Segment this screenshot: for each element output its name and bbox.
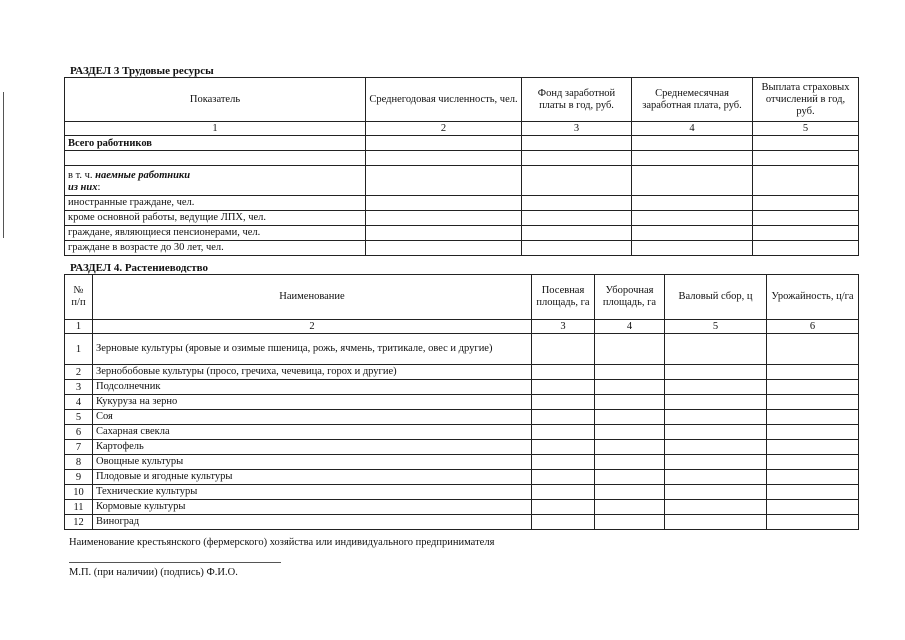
empty-cell — [65, 151, 366, 166]
input-cell[interactable] — [767, 515, 859, 530]
input-cell[interactable] — [595, 500, 665, 515]
crop-name: Виноград — [93, 515, 532, 530]
row-number: 6 — [65, 425, 93, 440]
table-row — [65, 166, 859, 196]
input-cell[interactable] — [532, 440, 595, 455]
column-number-row — [65, 320, 859, 334]
table-row — [65, 226, 859, 241]
row-number: 3 — [65, 380, 93, 395]
input-cell[interactable] — [595, 440, 665, 455]
input-cell[interactable] — [665, 395, 767, 410]
header-cell: № п/п — [65, 275, 93, 320]
input-cell[interactable] — [532, 425, 595, 440]
column-number: 1 — [65, 320, 93, 334]
input-cell[interactable] — [767, 470, 859, 485]
input-cell[interactable] — [767, 440, 859, 455]
input-cell[interactable] — [632, 151, 753, 166]
input-cell[interactable] — [665, 470, 767, 485]
row-label: граждане в возрасте до 30 лет, чел. — [65, 241, 366, 256]
crop-name: Кукуруза на зерно — [93, 395, 532, 410]
input-cell[interactable] — [366, 136, 522, 151]
input-cell[interactable] — [532, 470, 595, 485]
row-label: граждане, являющиеся пенсионерами, чел. — [65, 226, 366, 241]
input-cell[interactable] — [767, 365, 859, 380]
header-cell: Валовый сбор, ц — [665, 275, 767, 320]
input-cell[interactable] — [767, 410, 859, 425]
input-cell[interactable] — [595, 365, 665, 380]
input-cell[interactable] — [665, 500, 767, 515]
header-cell: Урожайность, ц/га — [767, 275, 859, 320]
input-cell[interactable] — [532, 380, 595, 395]
margin-line — [3, 92, 4, 238]
input-cell[interactable] — [522, 136, 632, 151]
row-number: 10 — [65, 485, 93, 500]
crop-name: Плодовые и ягодные культуры — [93, 470, 532, 485]
entity-name-label: Наименование крестьянского (фермерского) хозяйства или индивидуального предпринимателя — [69, 537, 495, 548]
hired-prefix: в т. ч. — [68, 170, 96, 181]
input-cell[interactable] — [595, 380, 665, 395]
signature-line — [69, 562, 281, 563]
table-row — [65, 395, 859, 410]
input-cell[interactable] — [522, 196, 632, 211]
row-label: иностранные граждане, чел. — [65, 196, 366, 211]
input-cell[interactable] — [366, 211, 522, 226]
header-cell: Фонд заработной платы в год, руб. — [522, 78, 632, 122]
input-cell[interactable] — [767, 500, 859, 515]
input-cell[interactable] — [522, 211, 632, 226]
table-row — [65, 440, 859, 455]
crop-name: Сахарная свекла — [93, 425, 532, 440]
table-row — [65, 136, 859, 151]
input-cell[interactable] — [665, 485, 767, 500]
row-number: 11 — [65, 500, 93, 515]
section3-title: РАЗДЕЛ 3 Трудовые ресурсы — [70, 65, 214, 77]
input-cell[interactable] — [532, 455, 595, 470]
row-number: 8 — [65, 455, 93, 470]
of-them-colon: : — [97, 182, 101, 193]
input-cell[interactable] — [753, 211, 859, 226]
crop-name: Подсолнечник — [93, 380, 532, 395]
row-number: 7 — [65, 440, 93, 455]
input-cell[interactable] — [753, 196, 859, 211]
table-row — [65, 470, 859, 485]
table-row — [65, 365, 859, 380]
input-cell[interactable] — [632, 211, 753, 226]
input-cell[interactable] — [632, 136, 753, 151]
input-cell[interactable] — [532, 365, 595, 380]
input-cell[interactable] — [595, 515, 665, 530]
input-cell[interactable] — [532, 395, 595, 410]
input-cell[interactable] — [665, 455, 767, 470]
input-cell[interactable] — [767, 455, 859, 470]
crop-name: Соя — [93, 410, 532, 425]
table-row — [65, 334, 859, 365]
input-cell[interactable] — [522, 226, 632, 241]
row-label: кроме основной работы, ведущие ЛПХ, чел. — [65, 211, 366, 226]
input-cell[interactable] — [767, 425, 859, 440]
input-cell[interactable] — [767, 334, 859, 365]
table-row — [65, 455, 859, 470]
input-cell[interactable] — [753, 151, 859, 166]
input-cell[interactable] — [767, 485, 859, 500]
header-cell: Показатель — [65, 78, 366, 122]
total-workers-label: Всего работников — [65, 136, 366, 151]
table-row — [65, 380, 859, 395]
input-cell[interactable] — [753, 241, 859, 256]
header-cell: Среднемесячная заработная плата, руб. — [632, 78, 753, 122]
table-row — [65, 500, 859, 515]
signature-label: М.П. (при наличии) (подпись) Ф.И.О. — [69, 567, 238, 578]
row-number: 2 — [65, 365, 93, 380]
column-number: 5 — [753, 122, 859, 136]
crop-name: Зернобобовые культуры (просо, гречиха, чечевица, горох и другие) — [93, 365, 532, 380]
input-cell[interactable] — [753, 226, 859, 241]
row-number: 5 — [65, 410, 93, 425]
column-number-row — [65, 122, 859, 136]
header-cell: Наименование — [93, 275, 532, 320]
table-row — [65, 211, 859, 226]
input-cell[interactable] — [767, 395, 859, 410]
section4-title: РАЗДЕЛ 4. Растениеводство — [70, 262, 209, 274]
input-cell[interactable] — [366, 241, 522, 256]
input-cell[interactable] — [595, 395, 665, 410]
crop-name: Технические культуры — [93, 485, 532, 500]
input-cell[interactable] — [595, 470, 665, 485]
input-cell[interactable] — [595, 425, 665, 440]
column-number: 2 — [366, 122, 522, 136]
header-cell: Посевная площадь, га — [532, 275, 595, 320]
of-them-label: из них — [68, 182, 98, 193]
input-cell[interactable] — [753, 166, 859, 196]
input-cell[interactable] — [522, 241, 632, 256]
input-cell[interactable] — [522, 166, 632, 196]
input-cell[interactable] — [767, 380, 859, 395]
row-number: 1 — [65, 334, 93, 365]
row-number: 12 — [65, 515, 93, 530]
input-cell[interactable] — [632, 166, 753, 196]
input-cell[interactable] — [595, 334, 665, 365]
input-cell[interactable] — [665, 365, 767, 380]
input-cell[interactable] — [665, 334, 767, 365]
column-number: 4 — [632, 122, 753, 136]
crop-name: Кормовые культуры — [93, 500, 532, 515]
table-row — [65, 410, 859, 425]
input-cell[interactable] — [366, 166, 522, 196]
input-cell[interactable] — [665, 515, 767, 530]
table-row — [65, 425, 859, 440]
column-number: 2 — [93, 320, 532, 334]
crop-production-table — [64, 274, 859, 530]
table-row — [65, 241, 859, 256]
crop-name: Зерновые культуры (яровые и озимые пшеница, рожь, ячмень, тритикале, овес и другие) — [93, 334, 532, 365]
input-cell[interactable] — [366, 151, 522, 166]
crop-name: Овощные культуры — [93, 455, 532, 470]
input-cell[interactable] — [595, 410, 665, 425]
header-cell: Уборочная площадь, га — [595, 275, 665, 320]
input-cell[interactable] — [595, 485, 665, 500]
input-cell[interactable] — [522, 151, 632, 166]
input-cell[interactable] — [665, 410, 767, 425]
input-cell[interactable] — [632, 196, 753, 211]
labor-resources-table — [64, 77, 859, 256]
input-cell[interactable] — [366, 226, 522, 241]
input-cell[interactable] — [665, 425, 767, 440]
column-number: 4 — [595, 320, 665, 334]
input-cell[interactable] — [532, 500, 595, 515]
row-number: 9 — [65, 470, 93, 485]
hired-workers-cell — [65, 166, 366, 196]
column-number: 3 — [522, 122, 632, 136]
table-row — [65, 485, 859, 500]
table-row — [65, 151, 859, 166]
table-row — [65, 196, 859, 211]
input-cell[interactable] — [366, 196, 522, 211]
input-cell[interactable] — [595, 455, 665, 470]
input-cell[interactable] — [532, 410, 595, 425]
column-number: 3 — [532, 320, 595, 334]
table-header-row — [65, 275, 859, 320]
table-row — [65, 515, 859, 530]
input-cell[interactable] — [532, 485, 595, 500]
header-cell: Среднегодовая численность, чел. — [366, 78, 522, 122]
input-cell[interactable] — [632, 226, 753, 241]
hired-workers-label: наемные работники — [95, 170, 191, 181]
input-cell[interactable] — [632, 241, 753, 256]
header-cell: Выплата страховых отчислений в год, руб. — [753, 78, 859, 122]
column-number: 1 — [65, 122, 366, 136]
column-number: 5 — [665, 320, 767, 334]
table-header-row — [65, 78, 859, 122]
input-cell[interactable] — [532, 334, 595, 365]
column-number: 6 — [767, 320, 859, 334]
input-cell[interactable] — [665, 380, 767, 395]
input-cell[interactable] — [665, 440, 767, 455]
input-cell[interactable] — [753, 136, 859, 151]
input-cell[interactable] — [532, 515, 595, 530]
row-number: 4 — [65, 395, 93, 410]
crop-name: Картофель — [93, 440, 532, 455]
